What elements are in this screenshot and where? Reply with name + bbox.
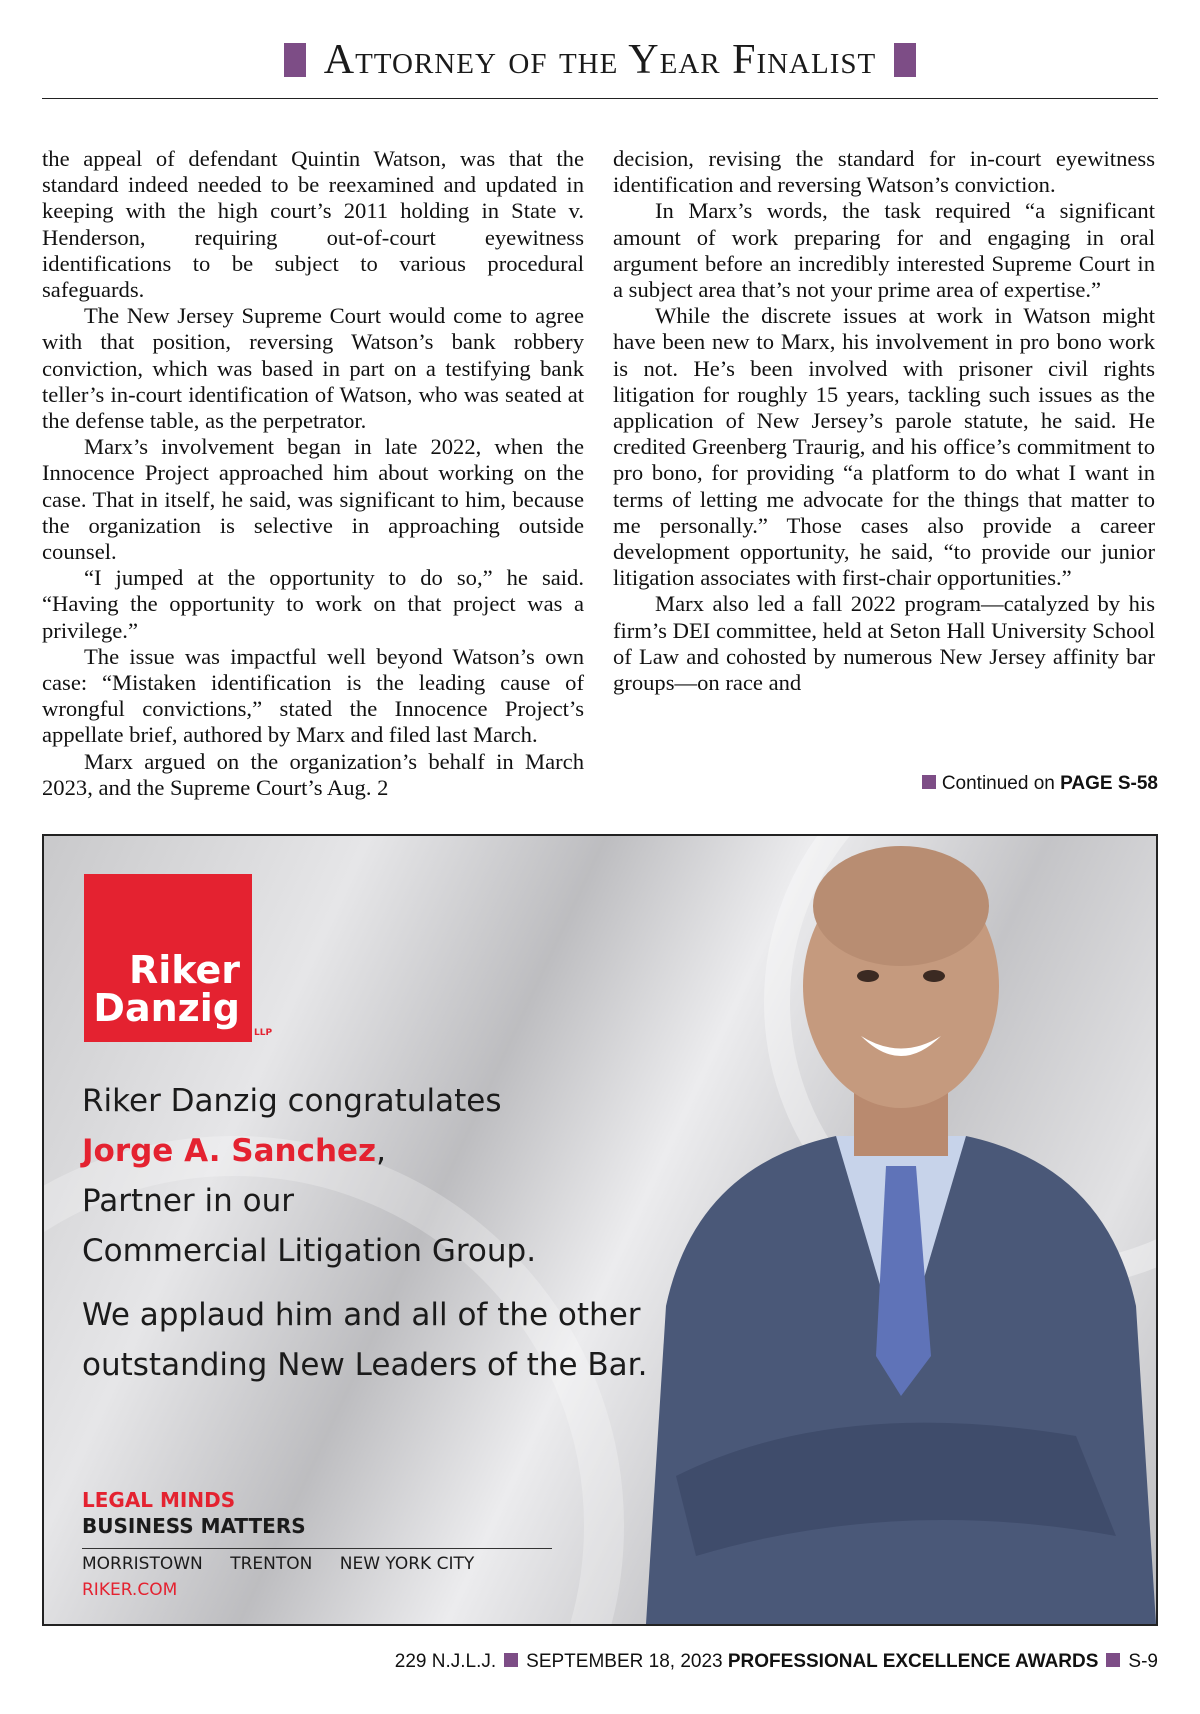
- footer-date: SEPTEMBER 18, 2023: [526, 1651, 723, 1672]
- ad-line-applaud: We applaud him and all of the other: [82, 1297, 641, 1333]
- left-para-2: The New Jersey Supreme Court would come to agree with that position, reversing Watson’s bank robbery conviction, which was based in part on a testifying bank teller’s in-court identification of Watson, who was seated at the defense table, as the perpetrator.: [42, 303, 584, 434]
- right-para-4: Marx also led a fall 2022 program—catalyzed by his firm’s DEI committee, held at Seton Hall University School of Law and cohosted by numerous New Jersey affinity bar groups—on race and: [613, 591, 1155, 696]
- left-para-1: the appeal of defendant Quintin Watson, was that the standard indeed needed to be reexamined and updated in keeping with the high court’s 2011 holding in State v. Henderson, requiring out-of-court eyewitness identifications to be subject to various procedural safeguards.: [42, 146, 584, 303]
- riker-danzig-advertisement: [42, 834, 1158, 1626]
- ad-line-congratulates: Riker Danzig congratulates: [82, 1083, 502, 1119]
- left-para-5: The issue was impactful well beyond Watson’s own case: “Mistaken identification is the leading cause of wrongful convictions,” stated the Innocence Project’s appellate brief, authored by Marx and filed last March.: [42, 643, 584, 748]
- ad-line-partner: Partner in our: [82, 1183, 294, 1219]
- logo-word-danzig: Danzig: [93, 986, 240, 1030]
- article-right-column: [613, 146, 1155, 696]
- left-para-6: Marx argued on the organization’s behalf in March 2023, and the Supreme Court’s Aug. 2: [42, 748, 584, 800]
- footer-square-icon: [1106, 1653, 1120, 1667]
- ad-divider: [82, 1548, 552, 1549]
- honoree-portrait: [636, 836, 1156, 1624]
- header-square-right: [894, 43, 916, 77]
- left-para-4: “I jumped at the opportunity to do so,” he said. “Having the opportunity to work on that project was a privilege.”: [42, 565, 584, 643]
- ad-line-leaders: outstanding New Leaders of the Bar.: [82, 1347, 648, 1383]
- city-trenton: TRENTON: [230, 1554, 313, 1574]
- continued-prefix: Continued on: [941, 773, 1055, 794]
- header-square-left: [284, 43, 306, 77]
- tagline-legal-minds: LEGAL MINDS: [82, 1488, 236, 1512]
- right-para-1: decision, revising the standard for in-court eyewitness identification and reversing Watson’s conviction.: [613, 146, 1155, 198]
- article-left-column: [42, 146, 584, 801]
- section-title: Attorney of the Year Finalist: [323, 37, 877, 83]
- right-para-2: In Marx’s words, the task required “a significant amount of work preparing for and engaging in oral argument before an incredibly interested Supreme Court in a subject area that’s not your prime area of expertise.”: [613, 198, 1155, 303]
- city-morristown: MORRISTOWN: [82, 1554, 203, 1574]
- logo-word-riker: Riker: [128, 948, 240, 992]
- office-cities: [82, 1554, 496, 1574]
- page-header: [42, 36, 1158, 99]
- ad-website: RIKER.COM: [82, 1580, 178, 1600]
- tagline-business-matters: BUSINESS MATTERS: [82, 1514, 306, 1538]
- city-new-york: NEW YORK CITY: [339, 1554, 475, 1574]
- footer-square-icon: [504, 1653, 518, 1667]
- right-para-3: While the discrete issues at work in Watson might have been new to Marx, his involvement in pro bono work is not. He’s been involved with prisoner civil rights litigation for roughly 15 years, tackling such issues as the application of New Jersey’s parole statute, he said. He credited Greenberg Traurig, and his office’s commitment to pro bono, for providing “a platform to do what I want in terms of letting me advocate for the things that matter to me personally.” Those cases also provide a career development opportunity, he said, “to provide our junior litigation associates with first-chair opportunities.”: [613, 303, 1155, 591]
- name-comma: ,: [376, 1133, 386, 1169]
- page-footer: [395, 1651, 1158, 1673]
- ad-applaud-block: [82, 1290, 647, 1390]
- left-para-3: Marx’s involvement began in late 2022, when the Innocence Project approached him about working on the case. That in itself, he said, was significant to him, because the organization is selective in approaching outside counsel.: [42, 434, 584, 565]
- ad-line-group: Commercial Litigation Group.: [82, 1233, 537, 1269]
- continued-note: [922, 773, 1158, 795]
- riker-danzig-logo: [84, 874, 252, 1042]
- continued-square-icon: [922, 775, 936, 789]
- honoree-name: Jorge A. Sanchez: [82, 1133, 377, 1169]
- continued-page: PAGE S-58: [1060, 773, 1158, 794]
- ad-line-name: [82, 1126, 536, 1176]
- ad-congratulations-block: [82, 1076, 536, 1276]
- footer-issue: 229 N.J.L.J.: [394, 1651, 497, 1672]
- footer-section: PROFESSIONAL EXCELLENCE AWARDS: [727, 1651, 1099, 1672]
- footer-page-number: S-9: [1128, 1651, 1158, 1672]
- logo-llp: LLP: [254, 1028, 273, 1038]
